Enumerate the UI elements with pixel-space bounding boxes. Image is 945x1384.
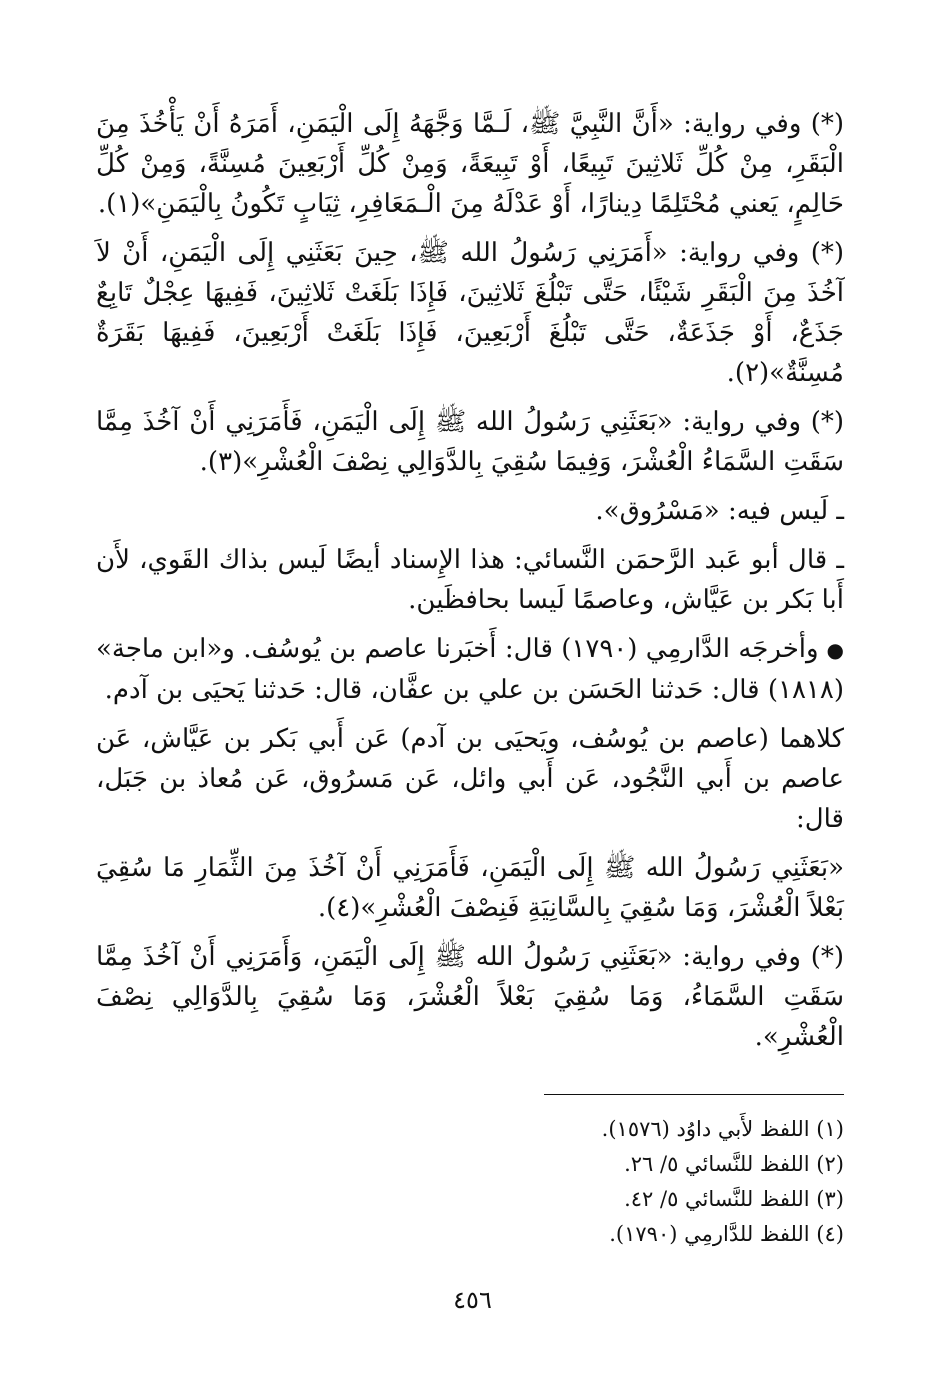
footnotes xyxy=(96,1112,844,1252)
footnote-4: (٤) اللفظ للدَّارمِي (١٧٩٠). xyxy=(609,1222,844,1246)
footnote-1: (١) اللفظ لأَبي داوُد (١٥٧٦). xyxy=(601,1117,844,1141)
takhrij-text: وأخرجَه الدَّارمِي (١٧٩٠) قال: أَخبَرنا عاصم بن يُوسُف. و«ابن ماجة» (١٨١٨) قال: حَدثنا الحَسَن بن علي بن عفَّان، قال: حَدثنا يَحيَى بن آدم. xyxy=(96,634,844,705)
paragraph-isnad: كلاهما (عاصم بن يُوسُف، ويَحيَى بن آدم) عَن أَبي بَكر بن عَيَّاش، عَن عاصم بن أَبي النَّجُود، عَن أَبي وائل، عَن مَسرُوق، عَن مُعاذ بن جَبَل، قال: xyxy=(96,724,844,834)
main-text xyxy=(96,104,844,1057)
footnote-3: (٣) اللفظ للنَّسائي ٥/ ٤٢. xyxy=(624,1187,844,1211)
paragraph-riwaya-1: (*) وفي رواية: «أَنَّ النَّبِيَّ ﷺ، لَـمَّا وَجَّهَهُ إِلَى الْيَمَنِ، أَمَرَهُ أَنْ يَأْخُذَ مِنَ الْبَقَرِ، مِنْ كُلِّ ثَلاثِينَ تَبِيعًا، أَوْ تَبِيعَةً، وَمِنْ كُلِّ أَرْبَعِينَ مُسِنَّةً، وَمِنْ كُلِّ حَالِمٍ، يَعني مُحْتَلِمًا دِينارًا، أَوْ عَدْلَهُ مِنَ الْـمَعَافِرِ، ثِيَابٍ تَكُونُ بِالْيَمَنِ»(١). xyxy=(96,109,844,219)
paragraph-riwaya-3: (*) وفي رواية: «بَعَثَنِي رَسُولُ الله ﷺ إِلَى الْيَمَنِ، فَأَمَرَنِي أَنْ آخُذَ مِمَّا سَقَتِ السَّمَاءُ الْعُشْرَ، وَفِيمَا سُقِيَ بِالدَّوَالِي نِصْفَ الْعُشْرِ»(٣). xyxy=(96,407,844,477)
paragraph-takhrij xyxy=(96,629,844,710)
bullet-icon: ● xyxy=(826,638,844,662)
page-number: ٤٥٦ xyxy=(453,1286,492,1314)
page-content xyxy=(96,104,844,1246)
footnote-2: (٢) اللفظ للنَّسائي ٥/ ٢٦. xyxy=(624,1152,844,1176)
footnote-separator xyxy=(544,1094,844,1095)
paragraph-note-masruq: ـ لَيس فيه: «مَسْرُوق». xyxy=(595,496,844,526)
paragraph-nasai-comment: ـ قال أبو عَبد الرَّحمَن النَّسائي: هذا الإِسناد أيضًا لَيس بذاك القَوي، لأَن أَبا بَكر بن عَيَّاش، وعاصمًا لَيسا بحافظَين. xyxy=(96,545,844,615)
paragraph-riwaya-2: (*) وفي رواية: «أَمَرَنِي رَسُولُ الله ﷺ، حِينَ بَعَثَنِي إِلَى الْيَمَنِ، أَنْ لاَ آخُذَ مِنَ الْبَقَرِ شَيْئًا، حَتَّى تَبْلُغَ ثَلاثِينَ، فَإِذَا بَلَغَتْ ثَلاثِينَ، فَفِيهَا عِجْلٌ تَابِعٌ جَذَعٌ، أَوْ جَذَعَةٌ، حَتَّى تَبْلُغَ أَرْبَعِينَ، فَإِذَا بَلَغَتْ أَرْبَعِينَ، فَفِيهَا بَقَرَةٌ مُسِنَّةٌ»(٢). xyxy=(96,238,844,388)
paragraph-hadith-text: «بَعَثَنِي رَسُولُ الله ﷺ إِلَى الْيَمَنِ، فَأَمَرَنِي أَنْ آخُذَ مِنَ الثِّمَارِ مَا سُقِيَ بَعْلاً الْعُشْرَ، وَمَا سُقِيَ بِالسَّانِيَةِ فَنِصْفَ الْعُشْرِ»(٤). xyxy=(96,853,844,923)
paragraph-riwaya-4: (*) وفي رواية: «بَعَثَنِي رَسُولُ الله ﷺ إِلَى الْيَمَنِ، وَأَمَرَنِي أَنْ آخُذَ مِمَّا سَقَتِ السَّمَاءُ، وَمَا سُقِيَ بَعْلاً الْعُشْرَ، وَمَا سُقِيَ بِالدَّوَالِي نِصْفَ الْعُشْرِ». xyxy=(96,942,844,1052)
